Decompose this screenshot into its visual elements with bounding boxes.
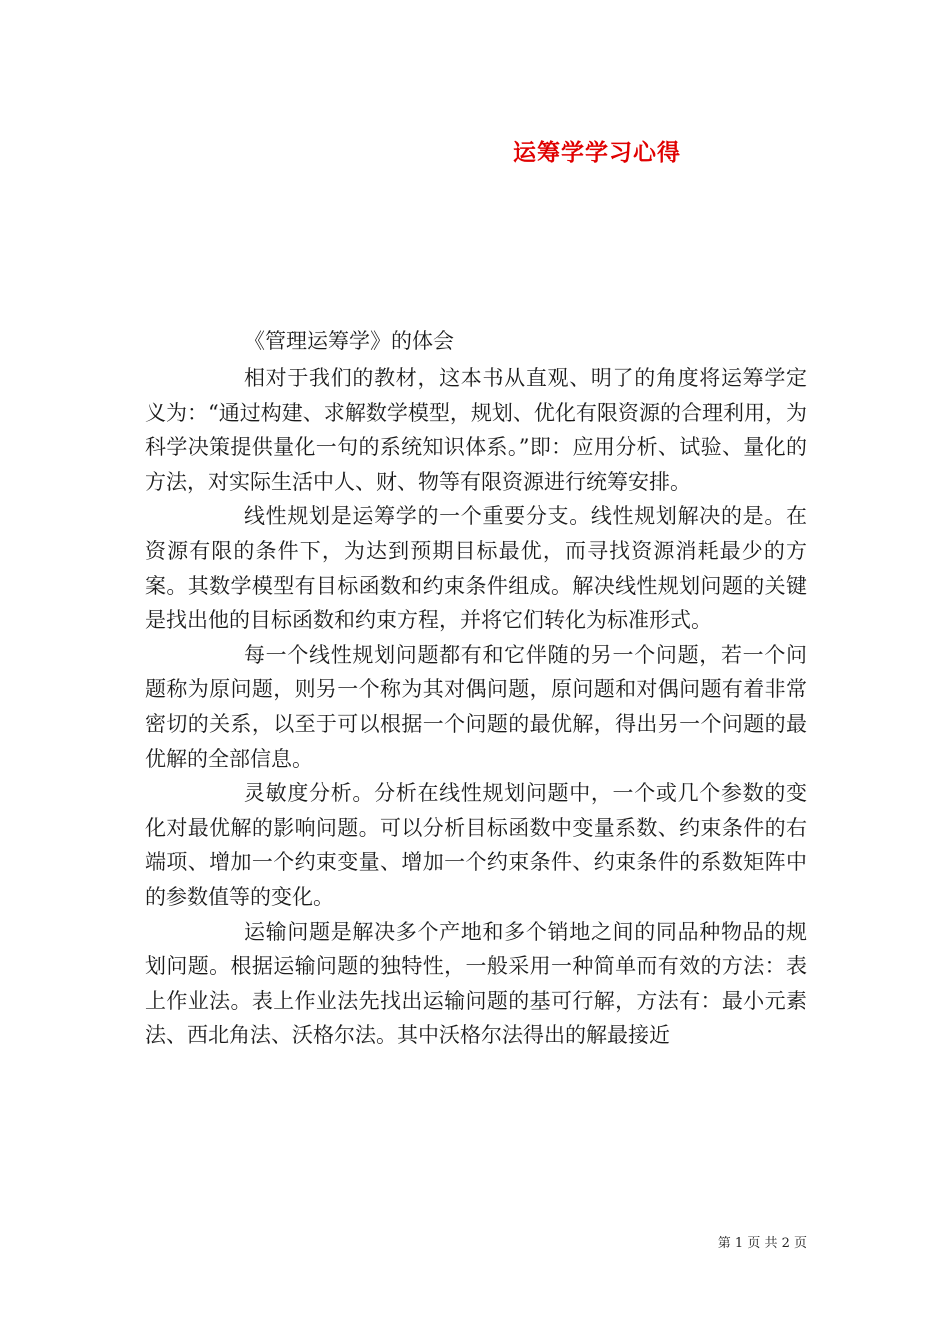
page-number-footer: 第 1 页 共 2 页: [717, 1236, 807, 1251]
document-subtitle: 《管理运筹学》的体会: [244, 329, 454, 353]
document-title: 运筹学学习心得: [513, 139, 681, 166]
document-body: [145, 361, 807, 1053]
paragraph: 运输问题是解决多个产地和多个销地之间的同品种物品的规划问题。根据运输问题的独特性，一般采用一种简单而有效的方法：表上作业法。表上作业法先找出运输问题的基可行解，方法有：最小元素法、西北角法、沃格尔法。其中沃格尔法得出的解最接近: [145, 919, 807, 1048]
paragraph: 线性规划是运筹学的一个重要分支。线性规划解决的是。在资源有限的条件下，为达到预期目标最优，而寻找资源消耗最少的方案。其数学模型有目标函数和约束条件组成。解决线性规划问题的关键是找出他的目标函数和约束方程，并将它们转化为标准形式。: [145, 504, 807, 633]
paragraph: 相对于我们的教材，这本书从直观、明了的角度将运筹学定义为：“通过构建、求解数学模型，规划、优化有限资源的合理利用，为科学决策提供量化一句的系统知识体系。”即：应用分析、试验、量化的方法，对实际生活中人、财、物等有限资源进行统筹安排。: [145, 366, 807, 494]
paragraph: 每一个线性规划问题都有和它伴随的另一个问题，若一个问题称为原问题，则另一个称为其对偶问题，原问题和对偶问题有着非常密切的关系，以至于可以根据一个问题的最优解，得出另一个问题的最优解的全部信息。: [145, 642, 807, 771]
paragraph: 灵敏度分析。分析在线性规划问题中，一个或几个参数的变化对最优解的影响问题。可以分析目标函数中变量系数、约束条件的右端项、增加一个约束变量、增加一个约束条件、约束条件的系数矩阵中的参数值等的变化。: [145, 781, 807, 909]
